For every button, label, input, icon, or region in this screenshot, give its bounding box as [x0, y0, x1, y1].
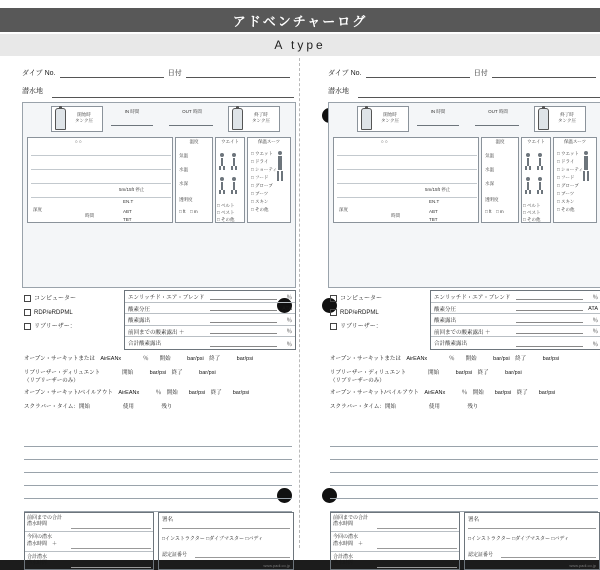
page-subtitle: A type	[0, 34, 600, 56]
profile-gridline	[337, 183, 477, 184]
signature-box	[158, 512, 294, 570]
abt-label: ABT	[123, 209, 132, 214]
profile-gridline	[31, 155, 171, 156]
weight-option-other[interactable]: □ その他	[523, 217, 541, 222]
gas-exposure-box	[430, 290, 600, 350]
cert-input[interactable]	[195, 557, 290, 558]
checkbox-icon[interactable]	[24, 309, 31, 316]
gas-row[interactable]: 酸素分圧 ATA	[431, 303, 600, 315]
gas-row[interactable]: 酸素分圧 ATA	[125, 303, 295, 315]
dive-log-form-right	[328, 58, 600, 568]
tank-start-label: 開始時 タンク圧	[75, 112, 93, 123]
current-dive-label: 今回の潜水 潜水時間 ＋	[27, 534, 58, 547]
temperature-header: 温度	[495, 139, 505, 144]
air-temp-label: 気温	[485, 153, 494, 158]
time-axis-label: 時間	[391, 213, 400, 218]
suit-option-shorty[interactable]: □ ショーティ	[557, 167, 584, 172]
circuit-line-diluent[interactable]: リブリーザー・ディリュエント 開始 bar/psi 終了 bar/psi	[24, 370, 216, 376]
tank-end-label: 終了時 タンク圧	[558, 112, 576, 123]
water-temp-label: 水温	[179, 167, 188, 172]
suit-option-wet[interactable]: □ ウエット	[557, 151, 579, 156]
current-dive-label: 今回の潜水 潜水時間 ＋	[333, 534, 364, 547]
tank-end-icon	[538, 108, 549, 130]
total-dive-label: 合計潜水 潜水時間	[27, 553, 48, 566]
location-input[interactable]	[358, 87, 600, 98]
signature-input[interactable]	[162, 528, 290, 529]
note-line[interactable]	[24, 434, 292, 447]
circuit-line-bailout[interactable]: オープン・サーキット/ベイルアウト AirEANx ％ 開始 bar/psi 終了 bar/psi	[24, 390, 250, 396]
gas-row[interactable]: 合計酸素露出 ％	[434, 341, 598, 348]
dive-profile-block	[22, 102, 296, 288]
check-rebreather[interactable]: リブリーザー：	[24, 320, 120, 334]
cert-label: 認定証番号	[468, 552, 494, 558]
total-row-current[interactable]	[331, 532, 459, 551]
note-line[interactable]	[330, 460, 598, 473]
tbt-label: TBT	[429, 217, 438, 222]
safety-stop-label: 5m/15ft 停止	[425, 187, 451, 192]
previous-total-label: 前回までの合計 潜水時間	[27, 515, 63, 528]
checkbox-icon[interactable]	[330, 295, 337, 302]
gas-row[interactable]: 酸素露出 ％	[125, 314, 295, 326]
ndl-label: EN.T	[123, 199, 134, 204]
weight-figure-icon	[231, 153, 237, 170]
weight-figure-icon	[525, 177, 531, 194]
note-line[interactable]	[330, 499, 598, 512]
tank-start-label: 開始時 タンク圧	[381, 112, 399, 123]
gas-input[interactable]	[210, 299, 277, 300]
visibility-label: 透明度	[179, 197, 193, 202]
total-dive-label: 合計潜水 潜水時間	[333, 553, 354, 566]
out-time-label: OUT 時間	[488, 109, 508, 114]
profile-gridline	[31, 169, 171, 170]
out-time-label: OUT 時間	[182, 109, 202, 114]
gas-exposure-box	[124, 290, 296, 350]
visibility-label: 透明度	[485, 197, 499, 202]
suit-option-hood[interactable]: □ フード	[251, 175, 269, 180]
profile-gridline	[31, 197, 171, 198]
safety-stop-label: 5m/15ft 停止	[119, 187, 145, 192]
checkbox-icon[interactable]	[24, 295, 31, 302]
weight-option-other[interactable]: □ その他	[217, 217, 235, 222]
note-line[interactable]	[330, 447, 598, 460]
time-axis-label: 時間	[85, 213, 94, 218]
weight-figure-icon	[525, 153, 531, 170]
site-url: www.padi.co.jp	[263, 563, 290, 568]
note-line[interactable]	[24, 473, 292, 486]
depth-profile-chart[interactable]	[333, 137, 479, 223]
tank-end-label: 終了時 タンク圧	[252, 112, 270, 123]
gas-input[interactable]	[516, 346, 583, 347]
circuit-line-note: （リブリーザーのみ）	[24, 378, 79, 384]
notes-area[interactable]	[330, 434, 598, 512]
weight-option-vest[interactable]: □ ベスト	[523, 210, 541, 215]
depth-axis-label: 深度	[33, 207, 42, 212]
tank-start-icon	[361, 108, 372, 130]
previous-total-input[interactable]	[71, 528, 151, 529]
circuit-line-diluent[interactable]: リブリーザー・ディリュエント 開始 bar/psi 終了 bar/psi	[330, 370, 522, 376]
dive-profile-block	[328, 102, 600, 288]
profile-axis-label: ○ ○	[381, 139, 388, 144]
profile-gridline	[337, 197, 477, 198]
gas-row[interactable]: エンリッチド・エア・ブレンド ％	[125, 291, 295, 303]
previous-total-input[interactable]	[377, 528, 457, 529]
note-line[interactable]	[330, 486, 598, 499]
dive-no-label: ダイブ No.	[328, 70, 362, 77]
total-row-previous[interactable]	[25, 513, 153, 532]
cert-input[interactable]	[501, 557, 596, 558]
circuit-line-scrubber[interactable]: スクラバー・タイム：開始 使用 残り	[24, 404, 173, 410]
gas-input[interactable]	[516, 299, 583, 300]
total-row-sum[interactable]	[331, 552, 459, 570]
date-input[interactable]	[186, 68, 290, 78]
suit-figure-icon	[581, 151, 591, 187]
circuit-line-open[interactable]: オープン・サーキットまたは AirEANx ％ 開始 bar/psi 終了 bar/psi	[330, 356, 560, 362]
total-row-sum[interactable]	[25, 552, 153, 570]
circuit-line-scrubber[interactable]: スクラバー・タイム：開始 使用 残り	[330, 404, 479, 410]
abt-label: ABT	[429, 209, 438, 214]
weight-figure-icon	[231, 177, 237, 194]
weight-header: ウエイト	[527, 139, 545, 144]
suit-option-skin[interactable]: □ スキン	[557, 199, 575, 204]
water-depth-label: 水深	[485, 181, 494, 186]
gas-row[interactable]: 酸素露出 ％	[431, 314, 600, 326]
depth-axis-label: 深度	[339, 207, 348, 212]
weight-header: ウエイト	[221, 139, 239, 144]
suit-option-boots[interactable]: □ ブーツ	[251, 191, 269, 196]
weight-figure-icon	[219, 177, 225, 194]
signature-title: 署名	[468, 517, 480, 523]
signature-box	[464, 512, 600, 570]
gas-input[interactable]	[210, 333, 277, 334]
weight-option-belt[interactable]: □ ベルト	[217, 203, 235, 208]
location-label: 潜水地	[22, 88, 43, 95]
checkbox-icon[interactable]	[24, 323, 31, 330]
gas-input[interactable]	[210, 346, 277, 347]
note-line[interactable]	[330, 434, 598, 447]
gas-input[interactable]	[210, 322, 277, 323]
suit-option-dry[interactable]: □ ドライ	[251, 159, 269, 164]
location-label: 潜水地	[328, 88, 349, 95]
dive-no-date-row	[22, 66, 294, 78]
suit-option-other[interactable]: □ その他	[557, 207, 575, 212]
in-time-label: IN 時間	[430, 109, 446, 114]
suit-option-hood[interactable]: □ フード	[557, 175, 575, 180]
total-dive-input[interactable]	[377, 567, 457, 568]
visibility-units: □ ft □ m	[485, 209, 504, 214]
depth-profile-chart[interactable]	[27, 137, 173, 223]
equipment-check-list	[24, 292, 120, 334]
checkbox-icon[interactable]	[330, 309, 337, 316]
gas-row[interactable]: エンリッチド・エア・ブレンド ％	[431, 291, 600, 303]
suit-header: 保温スーツ	[257, 139, 281, 144]
tbt-label: TBT	[123, 217, 132, 222]
signature-roles[interactable]: □インストラクター □ダイブマスター □バディ	[468, 536, 570, 542]
dive-time-totals-box	[330, 512, 460, 570]
gas-row[interactable]: 合計酸素露出 ％	[128, 341, 292, 348]
suit-option-shorty[interactable]: □ ショーティ	[251, 167, 278, 172]
water-depth-label: 水深	[179, 181, 188, 186]
profile-axis-label: ○ ○	[75, 139, 82, 144]
water-temp-label: 水温	[485, 167, 494, 172]
circuit-line-note: （リブリーザーのみ）	[330, 378, 385, 384]
signature-input[interactable]	[468, 528, 596, 529]
dive-time-totals-box	[24, 512, 154, 570]
out-time-input[interactable]	[475, 125, 519, 126]
suit-option-boots[interactable]: □ ブーツ	[557, 191, 575, 196]
out-time-input[interactable]	[169, 125, 213, 126]
dive-log-form-left	[22, 58, 294, 568]
check-rdp[interactable]: RDP/eRDPML	[24, 306, 120, 320]
checkbox-icon[interactable]	[330, 323, 337, 330]
gas-input[interactable]	[516, 333, 583, 334]
gas-input[interactable]	[516, 310, 583, 311]
profile-gridline	[31, 183, 171, 184]
current-dive-input[interactable]	[71, 548, 151, 549]
suit-header: 保温スーツ	[563, 139, 587, 144]
gas-row[interactable]: 前回までの酸素露出 ＋ ％	[125, 326, 295, 338]
date-label: 日付	[473, 70, 488, 77]
dive-no-date-row	[328, 66, 600, 78]
note-line[interactable]	[24, 460, 292, 473]
date-input[interactable]	[492, 68, 596, 78]
location-input[interactable]	[52, 87, 294, 98]
gas-row[interactable]: 前回までの酸素露出 ＋ ％	[431, 326, 600, 338]
previous-total-label: 前回までの合計 潜水時間	[333, 515, 369, 528]
current-dive-input[interactable]	[377, 548, 457, 549]
location-row	[328, 86, 600, 98]
gas-input[interactable]	[210, 310, 277, 311]
suit-option-dry[interactable]: □ ドライ	[557, 159, 575, 164]
check-computer[interactable]: コンピューター	[24, 292, 120, 306]
weight-figure-icon	[537, 153, 543, 170]
total-dive-input[interactable]	[71, 567, 151, 568]
air-temp-label: 気温	[179, 153, 188, 158]
circuit-line-open[interactable]: オープン・サーキットまたは AirEANx ％ 開始 bar/psi 終了 bar/psi	[24, 356, 254, 362]
suit-option-gloves[interactable]: □ グローブ	[557, 183, 579, 188]
page-title: アドベンチャーログ	[0, 8, 600, 32]
tank-start-icon	[55, 108, 66, 130]
profile-gridline	[337, 155, 477, 156]
notes-area[interactable]	[24, 434, 292, 512]
suit-option-gloves[interactable]: □ グローブ	[251, 183, 273, 188]
gas-input[interactable]	[516, 322, 583, 323]
suit-option-other[interactable]: □ その他	[251, 207, 269, 212]
dive-no-input[interactable]	[366, 68, 470, 78]
visibility-units: □ ft □ m	[179, 209, 198, 214]
suit-option-wet[interactable]: □ ウエット	[251, 151, 273, 156]
equipment-check-list	[330, 292, 426, 334]
suit-figure-icon	[275, 151, 285, 187]
circuit-line-bailout[interactable]: オープン・サーキット/ベイルアウト AirEANx ％ 開始 bar/psi 終了 bar/psi	[330, 390, 556, 396]
suit-option-skin[interactable]: □ スキン	[251, 199, 269, 204]
total-row-current[interactable]	[25, 532, 153, 551]
temperature-header: 温度	[189, 139, 199, 144]
total-row-previous[interactable]	[331, 513, 459, 532]
tank-end-icon	[232, 108, 243, 130]
weight-option-belt[interactable]: □ ベルト	[523, 203, 541, 208]
in-time-input[interactable]	[111, 125, 153, 126]
ndl-label: EN.T	[429, 199, 440, 204]
weight-figure-icon	[537, 177, 543, 194]
weight-figure-icon	[219, 153, 225, 170]
note-line[interactable]	[24, 447, 292, 460]
in-time-input[interactable]	[417, 125, 459, 126]
signature-title: 署名	[162, 517, 174, 523]
date-label: 日付	[167, 70, 182, 77]
dive-no-label: ダイブ No.	[22, 70, 56, 77]
weight-option-vest[interactable]: □ ベスト	[217, 210, 235, 215]
note-line[interactable]	[330, 473, 598, 486]
cert-label: 認定証番号	[162, 552, 188, 558]
location-row	[22, 86, 294, 98]
check-computer[interactable]: コンピューター	[330, 292, 426, 306]
in-time-label: IN 時間	[124, 109, 140, 114]
signature-roles[interactable]: □インストラクター □ダイブマスター □バディ	[162, 536, 264, 542]
fold-line	[299, 58, 300, 548]
check-rebreather[interactable]: リブリーザー：	[330, 320, 426, 334]
profile-gridline	[337, 169, 477, 170]
dive-no-input[interactable]	[60, 68, 164, 78]
note-line[interactable]	[24, 499, 292, 512]
note-line[interactable]	[24, 486, 292, 499]
check-rdp[interactable]: RDP/eRDPML	[330, 306, 426, 320]
site-url: www.padi.co.jp	[569, 563, 596, 568]
